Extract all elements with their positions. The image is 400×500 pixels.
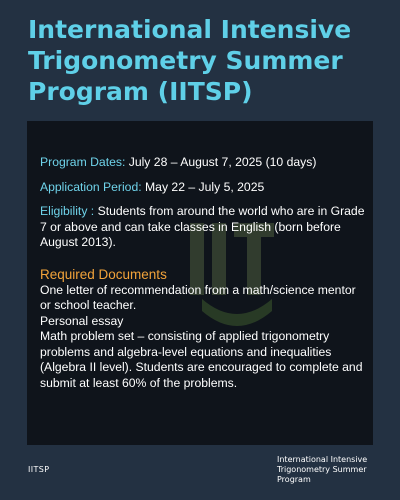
- document-item-problem-set: Math problem set – consisting of applied trigonometry problems and algebra-level equations and inequalities (Algebra II level). Students are encouraged to complete and submit at least 60% of the problems.: [40, 329, 363, 390]
- application-period-label: Application Period:: [40, 179, 142, 194]
- program-dates: [40, 155, 368, 171]
- program-dates-label: Program Dates:: [40, 155, 126, 169]
- eligibility: [40, 204, 368, 251]
- info-panel: [27, 121, 373, 445]
- footer-acronym: IITSP: [28, 465, 50, 474]
- footer-program-name: International Intensive Trigonometry Summer Program: [277, 455, 368, 484]
- info-content: [40, 155, 368, 391]
- application-period-value: May 22 – July 5, 2025: [141, 179, 265, 194]
- required-documents-heading: Required Documents: [40, 266, 167, 282]
- eligibility-label: Eligibility :: [40, 204, 95, 218]
- eligibility-value: Students from around the world who are in Grade 7 or above and can take classes in English (born before August 2013).: [40, 204, 365, 249]
- document-item-essay: Personal essay: [40, 313, 124, 328]
- program-dates-value: July 28 – August 7, 2025 (10 days): [125, 155, 317, 169]
- application-period: [40, 180, 368, 196]
- program-title: International Intensive Trigonometry Summer Program (IITSP): [28, 15, 352, 106]
- document-item-recommendation: One letter of recommendation from a math/science mentor or school teacher.: [40, 282, 356, 312]
